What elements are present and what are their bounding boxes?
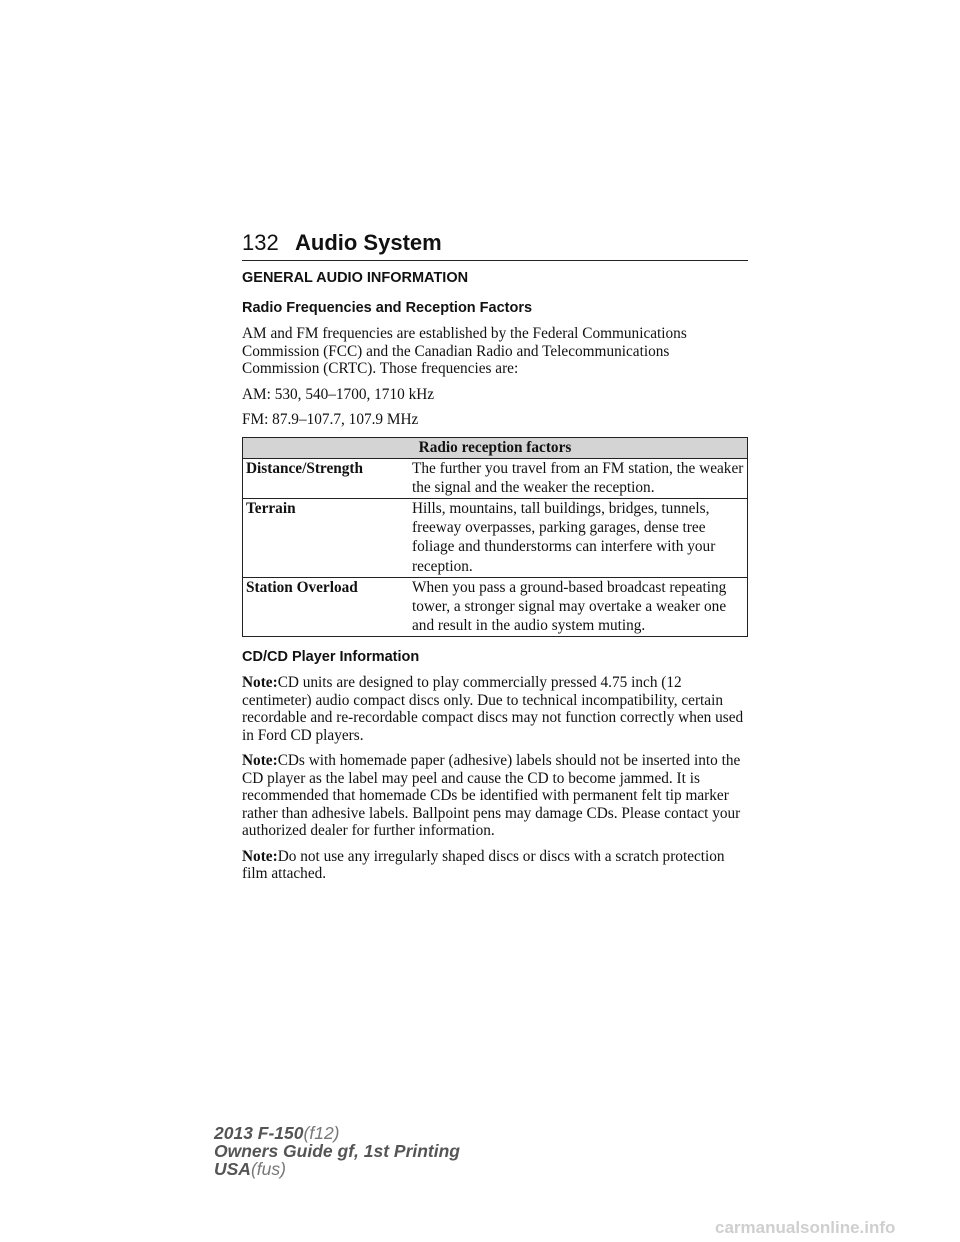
note-label: Note: xyxy=(242,674,278,692)
footer-model-code: (f12) xyxy=(303,1123,340,1143)
table-header-row xyxy=(243,437,748,458)
main-heading: GENERAL AUDIO INFORMATION xyxy=(242,270,469,286)
am-frequencies: AM: 530, 540–1700, 1710 kHz xyxy=(242,385,435,403)
radio-subheading: Radio Frequencies and Reception Factors xyxy=(242,300,533,316)
note-paragraph xyxy=(242,848,748,883)
page-number: 132 xyxy=(242,230,279,255)
fm-frequencies: FM: 87.9–107.7, 107.9 MHz xyxy=(242,411,419,428)
note-paragraph xyxy=(242,752,748,840)
footer-line-market xyxy=(214,1160,460,1178)
page-content xyxy=(242,269,748,891)
table-row xyxy=(243,458,748,498)
table-row xyxy=(243,498,748,577)
page-header xyxy=(242,228,748,261)
note-text: Do not use any irregularly shaped discs or discs with a scratch protection film attached. xyxy=(242,847,725,883)
footer-line-model xyxy=(214,1124,460,1142)
note-text: CDs with homemade paper (adhesive) labels should not be inserted into the CD player as the label may peel and cause the CD to become jammed. It is recommended that homemade CDs be identified with permanent felt tip marker rather than adhesive labels. Ballpoint pens may damage CDs. Please contact your authorized dealer for further information. xyxy=(242,752,741,840)
note-label: Note: xyxy=(242,752,278,770)
factor-name: Station Overload xyxy=(243,577,413,637)
cd-subheading: CD/CD Player Information xyxy=(242,649,420,666)
section-title: Audio System xyxy=(295,230,442,255)
note-paragraph xyxy=(242,674,748,744)
intro-paragraph: AM and FM frequencies are established by the Federal Communications Commission (FCC) and the Canadian Radio and Telecommunications Commission (CRTC). Those frequencies are: xyxy=(242,325,687,377)
factor-name: Terrain xyxy=(243,498,413,577)
footer-line-guide xyxy=(214,1142,460,1160)
note-label: Note: xyxy=(242,847,278,865)
table-row xyxy=(243,577,748,637)
note-text: CD units are designed to play commercially pressed 4.75 inch (12 centimeter) audio compact discs only. Due to technical incompatibility, certain recordable and re-recordable compact discs may not function correctly when used in Ford CD players. xyxy=(242,674,744,744)
factor-description: Hills, mountains, tall buildings, bridges, tunnels, freeway overpasses, parking garages, dense tree foliage and thunderstorms can interfere with your reception. xyxy=(412,498,748,577)
footer-guide: Owners Guide gf, 1st Printing xyxy=(214,1141,460,1161)
reception-factors-table xyxy=(242,437,748,638)
footer-model: 2013 F-150 xyxy=(214,1123,304,1143)
factor-description: The further you travel from an FM station, the weaker the signal and the weaker the reception. xyxy=(412,458,748,498)
watermark-text: carmanualsonline.info xyxy=(715,1218,896,1237)
factor-name: Distance/Strength xyxy=(243,458,413,498)
print-footer xyxy=(214,1124,460,1178)
table-title: Radio reception factors xyxy=(243,437,748,458)
footer-market-code: (fus) xyxy=(250,1159,286,1179)
footer-market: USA xyxy=(214,1159,251,1179)
factor-description: When you pass a ground-based broadcast repeating tower, a stronger signal may overtake a weaker one and result in the audio system muting. xyxy=(412,577,748,637)
